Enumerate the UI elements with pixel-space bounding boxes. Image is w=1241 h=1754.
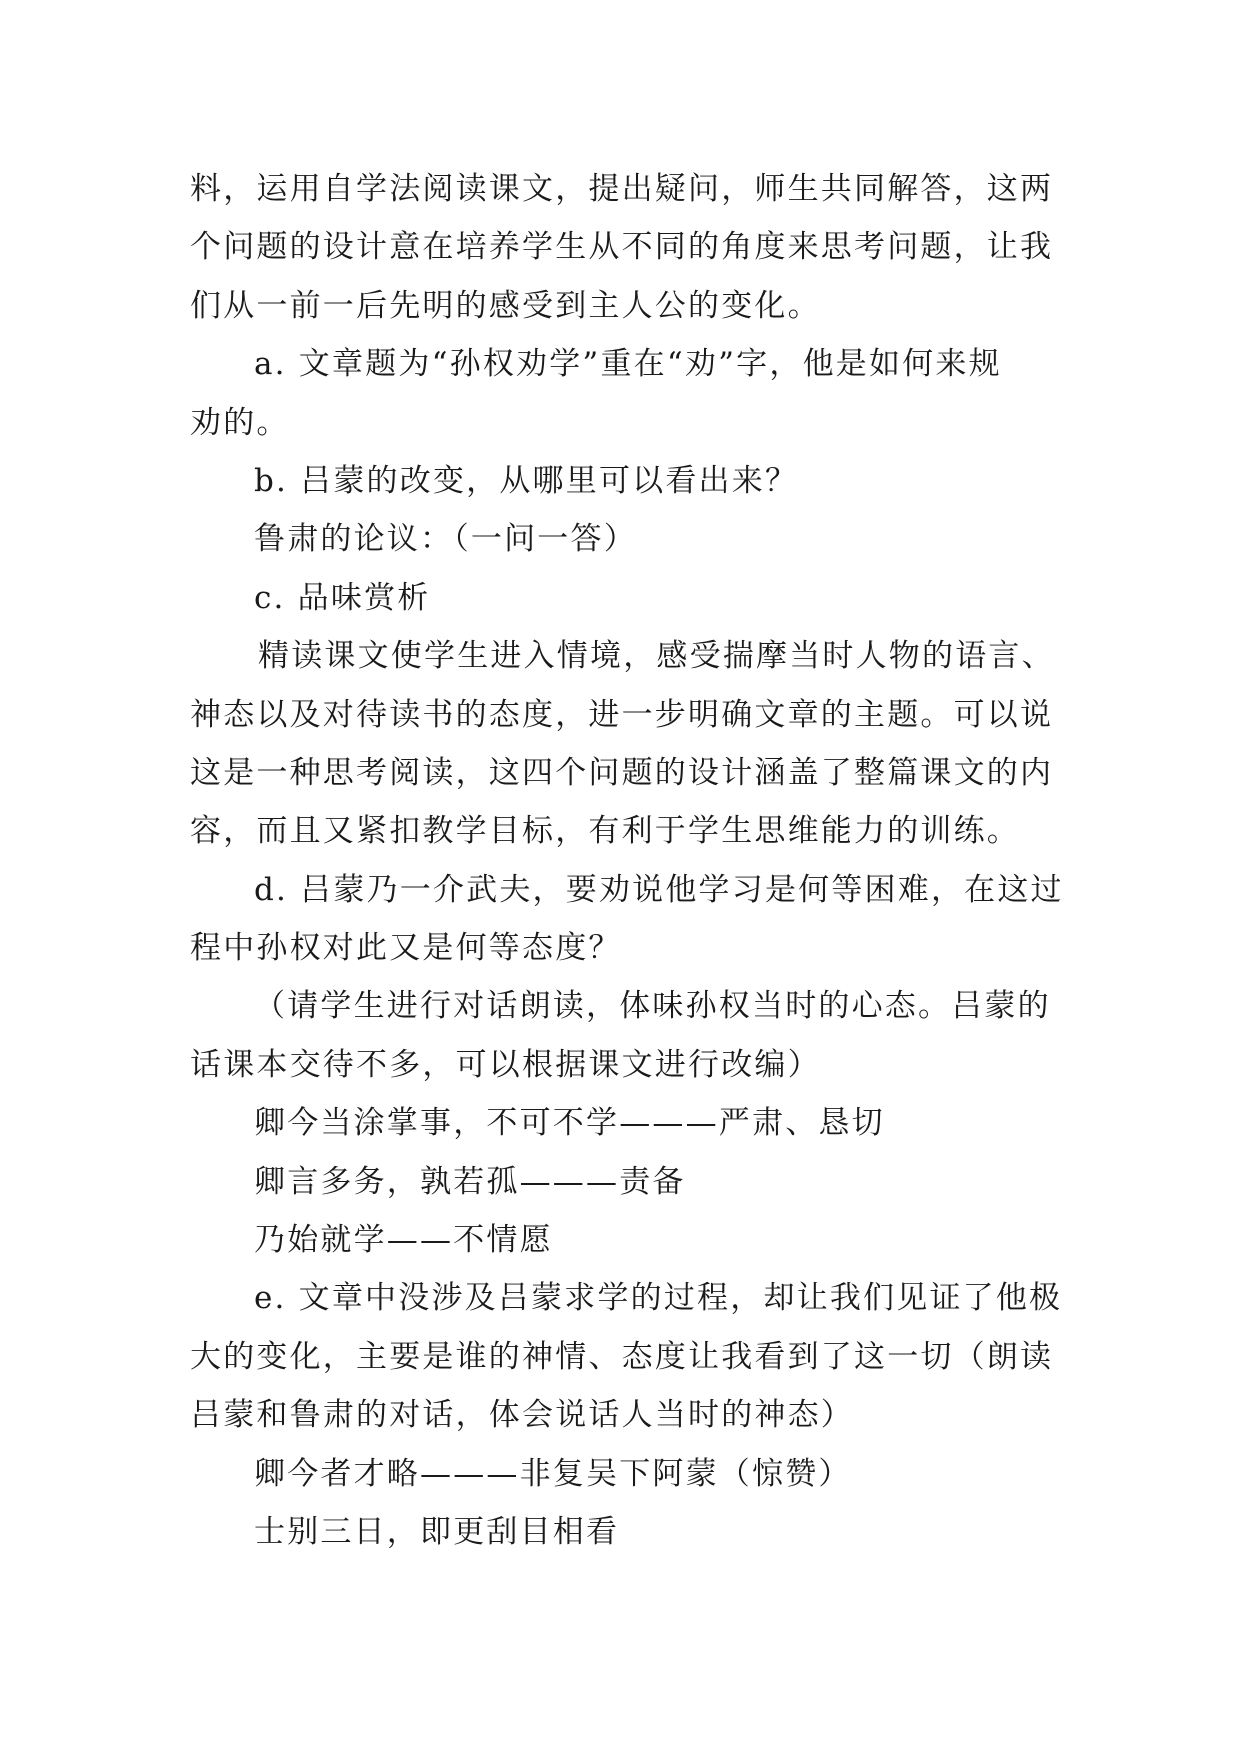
text-line: 话课本交待不多，可以根据课文进行改编）	[190, 1046, 821, 1083]
text-line: （请学生进行对话朗读，体味孙权当时的心态。吕蒙的	[254, 988, 1051, 1025]
question-e: e. 文章中没涉及吕蒙求学的过程，却让我们见证了他极	[254, 1280, 1063, 1317]
question-a: a. 文章题为“孙权劝学”重在“劝”字，他是如何来规	[254, 346, 1002, 383]
question-c: c. 品味赏析	[254, 579, 431, 616]
text-line: 吕蒙和鲁肃的对话，体会说话人当时的神态）	[190, 1397, 854, 1434]
text-line: 们从一前一后先明的感受到主人公的变化。	[190, 287, 821, 324]
text-line: 容，而且又紧扣教学目标，有利于学生思维能力的训练。	[190, 813, 1020, 850]
document-body	[190, 160, 1064, 1561]
question-b: b. 吕蒙的改变，从哪里可以看出来？	[254, 462, 799, 499]
quote-line: 卿今当涂掌事，不可不学———严肃、恳切	[254, 1105, 885, 1142]
text-line: 鲁肃的论议：（一问一答）	[254, 521, 637, 558]
text-line: 料，运用自学法阅读课文，提出疑问，师生共同解答，这两	[190, 171, 1054, 207]
quote-line: 乃始就学——不情愿	[254, 1222, 553, 1259]
quote-line: 卿今者才略———非复吴下阿蒙（惊赞）	[254, 1455, 852, 1492]
quote-line: 士别三日，即更刮目相看	[254, 1513, 620, 1550]
text-line: 劝的。	[190, 404, 290, 441]
question-d: d. 吕蒙乃一介武夫，要劝说他学习是何等困难，在这过	[254, 871, 1064, 908]
quote-line: 卿言多务，孰若孤———责备	[254, 1163, 686, 1200]
text-line: 大的变化，主要是谁的神情、态度让我看到了这一切（朗读	[190, 1338, 1054, 1375]
text-line: 这是一种思考阅读，这四个问题的设计涵盖了整篇课文的内	[190, 754, 1054, 791]
text-line: 神态以及对待读书的态度，进一步明确文章的主题。可以说	[190, 696, 1054, 733]
text-line: 个问题的设计意在培养学生从不同的角度来思考问题，让我	[190, 229, 1054, 266]
text-line: 精读课文使学生进入情境，感受揣摩当时人物的语言、	[258, 638, 1055, 675]
text-line: 程中孙权对此又是何等态度？	[190, 930, 622, 967]
